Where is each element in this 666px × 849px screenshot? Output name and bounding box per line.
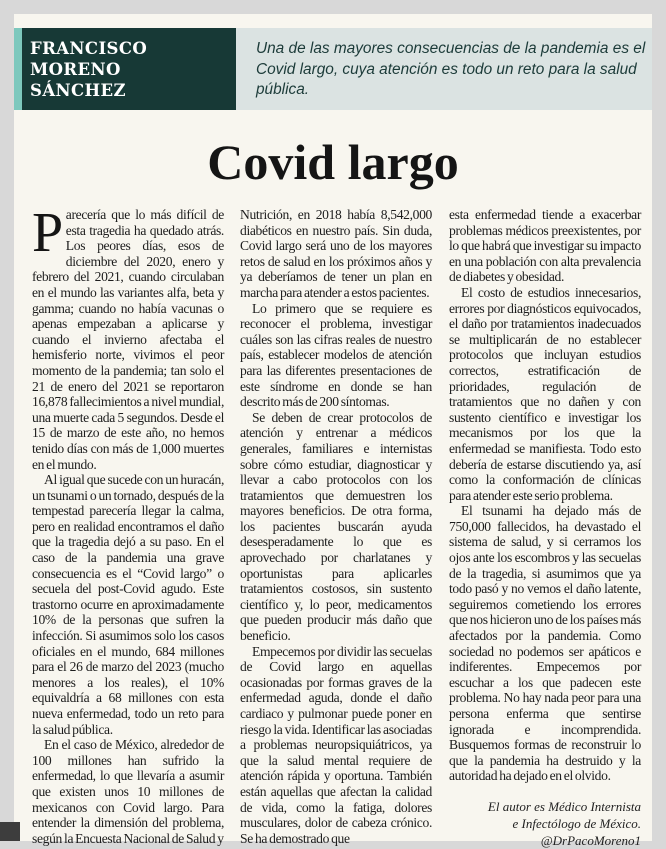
article-paragraph: esta enfermedad tiende a exacerbar problemas médicos preexistentes, por lo que habrá que investigar su impacto en una población con alta prevalencia de diabetes y obesidad.: [449, 207, 641, 285]
author-handle: @DrPacoMoreno1: [540, 832, 641, 848]
credit-line: e Infectólogo de México.: [512, 815, 641, 831]
author-first-name: FRANCISCO: [30, 39, 148, 58]
article-paragraph: En el caso de México, alrededor de 100 millones han sufrido la enfermedad, lo que llevaría a asumir que existen unos 10 millones de mexicanos con Covid largo. Para entender la dimensión del problema, según la Encuesta Nacional de Salud y: [32, 737, 224, 846]
author-last-name: SÁNCHEZ: [30, 81, 126, 100]
article-column-3: [449, 207, 641, 848]
article-paragraph: Lo primero que se requiere es reconocer el problema, investigar cuáles son las cifras reales de nuestro país, establecer modelos de atención para las diferentes presentaciones de este síndrome en donde se han descrito más de 200 síntomas.: [240, 300, 432, 410]
article-paragraph: [32, 202, 224, 472]
author-box: [14, 28, 236, 110]
article-column-1: [32, 202, 224, 846]
accent-stripe: [14, 28, 22, 110]
article-paragraph: El tsunami ha dejado más de 750,000 fallecidos, ha devastado el sistema de salud, y si cerramos los ojos ante los escombros y las secuelas de la tragedia, si asumimos que ya todo pasó y no vemos el daño latente, seguiremos cometiendo los errores que nos hicieron uno de los países más afectados por la pandemia. Como sociedad no podemos ser apáticos e indiferentes. Empecemos por escuchar a los que padecen este problema. No hay nada peor para una persona enferma que sentirse ignorada e incomprendida. Busquemos formas de reconstruir lo que la pandemia ha destruido y la autoridad ha dejado en el olvido.: [449, 503, 641, 784]
author-credit: [449, 798, 641, 849]
article-paragraph: Nutrición, en 2018 había 8,542,000 diabéticos en nuestro país. Sin duda, Covid largo será uno de los mayores retos de salud en los próximos años y ya deberíamos de tener un plan en marcha para atender a estos pacientes.: [240, 207, 432, 300]
column-header: [14, 28, 652, 110]
credit-line: El autor es Médico Internista: [487, 798, 641, 814]
article-paragraph: El costo de estudios innecesarios, errores por diagnósticos equivocados, el daño por tratamientos inadecuados se multiplicarán de no establecer protocolos que incluyan estudios correctos, estratificación de prioridades, regulación de tratamientos que no dañen y con sustento científico e investigar los mecanismos por los que la enfermedad se manifiesta. Todo esto debería de estarse discutiendo ya, así como la conformación de clínicas para atender este serio problema.: [449, 284, 641, 503]
newspaper-page: [14, 14, 652, 848]
article-paragraph: Se deben de crear protocolos de atención y entrenar a médicos generales, familiares e internistas sobre cómo estudiar, diagnosticar y llevar a cabo protocolos con los tratamientos que demuestren los mayores beneficios. De otra forma, los pacientes buscarán ayuda desesperadamente lo que es aprovechado por charlatanes y oportunistas para aplicarles tratamientos costosos, sin sustento científico y, lo peor, medicamentos que pueden producir más daño que beneficio.: [240, 409, 432, 644]
page-edge-mark: [0, 822, 20, 841]
lead-text: Una de las mayores consecuencias de la pandemia es el Covid largo, cuya atención es todo un reto para la salud pública.: [256, 40, 646, 98]
article-paragraph: Empecemos por dividir las secuelas de Covid largo en aquellas ocasionadas por formas graves de la enfermedad aguda, donde el daño cardiaco y pulmonar puede poner en riesgo la vida. Identificar las asociadas a problemas neuropsiquiátricos, ya que la salud mental requiere de atención rápida y oportuna. También están aquellas que afectan la calidad de vida, como la fatiga, dolores musculares, dolor de cabeza crónico. Se ha demostrado que: [240, 643, 432, 846]
author-middle-name: MORENO: [30, 60, 121, 79]
paragraph-text: arecería que lo más difícil de esta tragedia ha quedado atrás. Los peores días, esos de diciembre del 2020, enero y febrero del 2021, cuando circulaban en el mundo las variantes alfa, beta y gamma; cuando no había vacunas o apenas empezaban a aplicarse y cuando el invierno afectaba el hemisferio norte, vivimos el peor momento de la pandemia; tan solo el 21 de enero del 2021 se reportaron 16,878 fallecimientos a nivel mundial, una muerte cada 5 segundos. Desde el 15 de marzo de este año, no hemos tenido días con más de 1,000 muertes en el mundo.: [32, 207, 224, 472]
drop-cap: P: [32, 202, 63, 264]
article-title: Covid largo: [207, 134, 459, 190]
author-name: [30, 38, 230, 101]
article-paragraph: Al igual que sucede con un huracán, un tsunami o un tornado, después de la tempestad parecería llegar la calma, pero en realidad encontramos el daño que la tragedia dejó a su paso. En el caso de la pandemia una grave consecuencia es el “Covid largo” o secuela del post-Covid agudo. Este trastorno ocurre en aproximadamente 10% de la personas que sufren la infección. Si asumimos solo los casos oficiales en el mundo, 684 millones para el 26 de marzo del 2023 (mucho menores a los reales), el 10% equivaldría a 68 millones con esta nueva enfermedad, todo un reto para la salud pública.: [32, 472, 224, 737]
article-column-2: [240, 207, 432, 846]
lead-box: [236, 28, 652, 110]
